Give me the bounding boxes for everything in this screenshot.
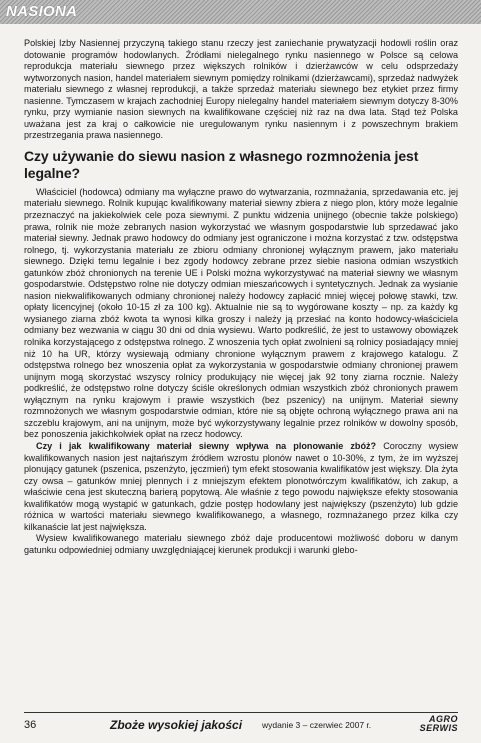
page-number: 36 xyxy=(24,719,37,731)
page-footer xyxy=(24,714,458,739)
edition-info: wydanie 3 – czerwiec 2007 r. xyxy=(262,720,372,730)
body-paragraph-3: Wysiew kwalifikowanego materiału siewnego zbóż daje producentowi możliwość doboru w danym gatunku odpowiedniej odmiany uwzględniającej kierunek produkcji i warunki glebo- xyxy=(24,533,458,555)
section-heading: Czy używanie do siewu nasion z własnego rozmnożenia jest legalne? xyxy=(24,147,419,181)
logo-line-2: SERWIS xyxy=(419,723,458,733)
section-title: NASIONA xyxy=(6,3,78,20)
body-paragraph-2 xyxy=(24,441,458,533)
footer-divider xyxy=(24,712,458,713)
section-header-bar xyxy=(0,0,481,24)
publication-title: Zboże wysokiej jakości xyxy=(110,718,243,732)
paragraph-2-text: Coroczny wysiew kwalifikowanych nasion jest najtańszym źródłem wzrostu plonów nawet o 10-30%, z tym, że im wyższej plonujący gatunek (pszenica, pszenżyto, jęczmień) tym efekt stosowania kwalifikatów jest większy. Dla żyta czy owsa – gatunków mniej plennych i z mniejszym efektem plonotwórczym kwalifikatów, ich zakup, a właściwie cena jest skuteczną barierą popytową. Ale właśnie z tego powodu największe efekty stosowania kwalifikatów mogą wystąpić w gatunkach, gdzie postęp hodowlany jest największy (pszenżyto) lub gdzie różnica w wartości materiału siewnego kwalifikowanego, a własnego, rozmnażanego przez kilka czy kilkanaście lat jest największa. xyxy=(24,440,458,532)
intro-paragraph: Polskiej Izby Nasiennej przyczyną takiego stanu rzeczy jest zaniechanie prywatyzacji hodowli roślin oraz dotowanie programów hodowlanych. Źródłami nielegalnego rynku nasiennego w Polsce są celowa reprodukcja materiału siewnego przez większych rolników i dzierżawców w celu odsprzedaży wytworzonych nasion, handel materiałem siewnym pomiędzy rolnikami (dzierżawcami), sprzedaż nadwyżek materiału siewnego z własnej reprodukcji, a także sprzedaż materiału siewnego bez etykiet przez firmy nasienne. Tymczasem w krajach zachodniej Europy nielegalny handel materiałem siewnym dotyczy 8-30% rynku, przy wymianie nasion siewnych na kwalifikowane częściej niż raz na dwa lata. Stąd też Polska uważana jest za kraj o całkowicie nie uregulowanym rynku nasiennym i z powszechnym brakiem przestrzegania prawa nasiennego. xyxy=(24,38,458,141)
paragraph-lead-question: Czy i jak kwalifikowany materiał siewny wpływa na plonowanie zbóż? xyxy=(36,440,377,451)
body-paragraph-1: Właściciel (hodowca) odmiany ma wyłączne prawo do wytwarzania, rozmnażania, sprzedawania etc. jej materiału siewnego. Rolnik kupując kwalifikowany materiał siewny zbiera z niego plon, który może legalnie przeznaczyć na jakiekolwiek cele poza siewnymi. Z punktu widzenia unijnego (obecnie także polskiego) prawa, rolnik nie może zebranych nasion wykorzystać we własnym gospodarstwie lub sprzedawać jako materiał siewny. Jednak prawo hodowcy do odmiany jest ograniczone i można korzystać z tzw. odstępstwa rolnego, tj. wykorzystania materiału ze zbioru odmiany chronionej wyłącznym prawem, jako materiału siewnego. Dzięki temu legalnie i bez zgody hodowcy zebrane przez siebie nasiona odmian wszystkich gatunków zbóż chronionych na terenie UE i Polski można wykorzystywać na materiał siewny we własnym gospodarstwie. Odstępstwo rolne nie dotyczy odmian mieszańcowych i syntetycznych. Jednak za wysianie nasion niekwalifikowanych odmiany chronionej należy hodowcy zapłacić mniej więcej połowę stawki, tzw. opłaty licencyjnej (około 10-15 zł za 100 kg). Aktualnie nie są to wygórowane koszty – np. za każdy kg wysianego ziarna zbóż kwota ta wynosi kilka groszy i należy ją przesłać na konto hodowcy-właściciela odmiany bez wezwania w ciągu 30 dni od dnia wysiewu. Warto podkreślić, że jest to ustawowy obowiązek rolnika korzystającego z odstępstwa rolnego. Z wnoszenia tych opłat zwolnieni są rolnicy posiadający mniej niż 10 ha UR, którzy wysiewają odmiany chronione wyłącznym prawem z krajowego katalogu. Z odstępstwa rolnego bez wnoszenia opłat za wykorzystania w gospodarstwie odmiany chronionej prawem unijnym mogą skorzystać wszyscy rolnicy produkujący nie więcej jak 92 tony ziarna rocznie. Należy podkreślić, że odstępstwo rolne dotyczy ściśle określonych odmian wszystkich zbóż chronionych prawem wyłącznym na rynku krajowym i prawie wszystkich (bez pszenicy) na unijnym. Materiał siewny rozmnożonych we własnym gospodarstwie odmian, które nie są objęte ochroną wyłącznego prawa ani na szczeblu krajowym, ani na unijnym, może być wykorzystywany legalnie przez rolników w dowolny sposób, bez ponoszenia jakichkolwiek opłat na rzecz hodowcy. xyxy=(24,186,458,440)
logo-line-1: AGRO xyxy=(429,714,458,724)
agro-serwis-logo xyxy=(420,715,458,733)
article-body xyxy=(24,38,458,556)
